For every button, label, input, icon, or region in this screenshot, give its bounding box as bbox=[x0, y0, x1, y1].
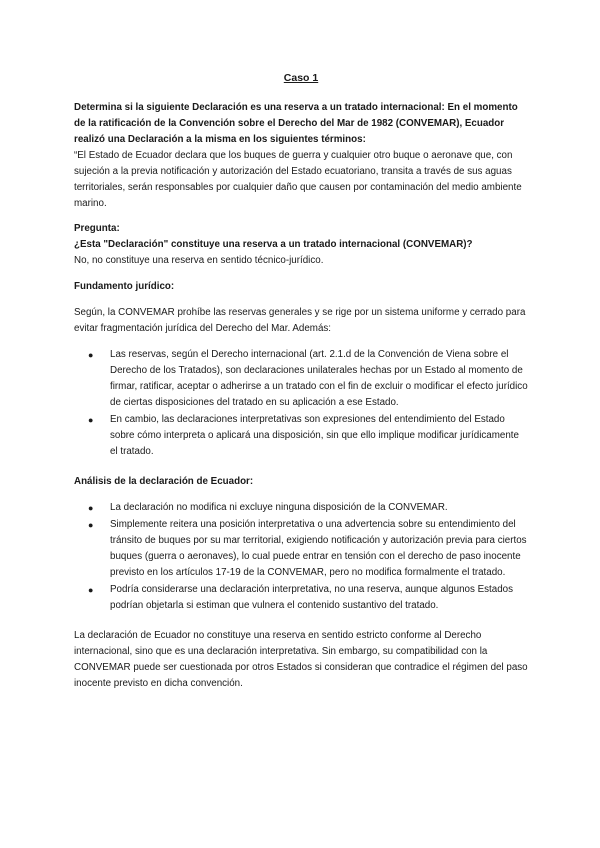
fundamento-text: Según, la CONVEMAR prohíbe las reservas generales y se rige por un sistema uniforme y cerrado para evitar fragmentación jurídica del Derecho del Mar. Además: bbox=[74, 307, 526, 334]
pregunta-question: ¿Esta "Declaración" constituye una reserva a un tratado internacional (CONVEMAR)? bbox=[74, 239, 473, 250]
list-item bbox=[88, 500, 528, 516]
intro-question: Determina si la siguiente Declaración es una reserva a un tratado internacional: En el momento de la ratificación de la Convención sobre el Derecho del Mar de 1982 (CONVEMAR), Ecuador realizó una Declaración a la misma en los siguientes términos: bbox=[74, 102, 518, 145]
document-title: Caso 1 bbox=[283, 72, 319, 84]
list-item-text: Podría considerarse una declaración interpretativa, no una reserva, aunque algunos Estados podrían objetarla si estiman que vulnera el contenido sustantivo del tratado. bbox=[110, 584, 514, 611]
list-item-text: En cambio, las declaraciones interpretativas son expresiones del entendimiento del Estado sobre cómo interpreta o aplicará una disposición, sin que ello implique modificar jurídicamente el tratado. bbox=[110, 414, 519, 457]
bullet-icon: ● bbox=[88, 503, 94, 513]
fundamento-heading: Fundamento jurídico: bbox=[74, 281, 175, 292]
list-item-text: La declaración no modifica ni excluye ninguna disposición de la CONVEMAR. bbox=[110, 502, 448, 513]
list-item-text: Las reservas, según el Derecho internacional (art. 2.1.d de la Convención de Viena sobre el Derecho de los Tratados), son declaraciones unilaterales hechas por un Estado al momento de firmar, ratificar, aceptar o adherirse a un tratado con el fin de excluir o modificar el efecto jurídico de ciertas disposiciones del tratado en su aplicación a ese Estado. bbox=[110, 349, 528, 408]
list-item-text: Simplemente reitera una posición interpretativa o una advertencia sobre su entendimiento del tránsito de buques por su mar territorial, exigiendo notificación y autorización previa para ciertos buques (guerra o aeronaves), lo cual puede entrar en tensión con el derecho de paso inocente previsto en los artículos 17-19 de la CONVEMAR, pero no modifica formalmente el tratado. bbox=[110, 519, 527, 578]
pregunta-answer: No, no constituye una reserva en sentido técnico-jurídico. bbox=[74, 255, 324, 266]
conclusion-paragraph: La declaración de Ecuador no constituye una reserva en sentido estricto conforme al Derecho internacional, sino que es una declaración interpretativa. Sin embargo, su compatibilidad con la CONVEMAR puede ser cuestionada por otros Estados si consideran que contradice el régimen del paso inocente previsto en dicha convención. bbox=[74, 630, 528, 689]
bullet-icon: ● bbox=[88, 350, 94, 360]
list-item bbox=[88, 347, 528, 411]
list-item bbox=[88, 582, 528, 614]
list-item bbox=[88, 412, 528, 460]
bullet-icon: ● bbox=[88, 415, 94, 425]
pregunta-label: Pregunta: bbox=[74, 223, 120, 234]
bullet-icon: ● bbox=[88, 585, 94, 595]
analisis-list bbox=[74, 500, 528, 614]
bullet-icon: ● bbox=[88, 520, 94, 530]
fundamento-list bbox=[74, 347, 528, 460]
analisis-heading: Análisis de la declaración de Ecuador: bbox=[74, 476, 254, 487]
list-item bbox=[88, 517, 528, 581]
intro-quote: “El Estado de Ecuador declara que los buques de guerra y cualquier otro buque o aeronave que, con sujeción a la previa notificación y autorización del Estado ecuatoriano, transita a través de sus aguas territoriales, serán responsables por cualquier daño que causen por contaminación del medio ambiente marino. bbox=[74, 150, 522, 209]
